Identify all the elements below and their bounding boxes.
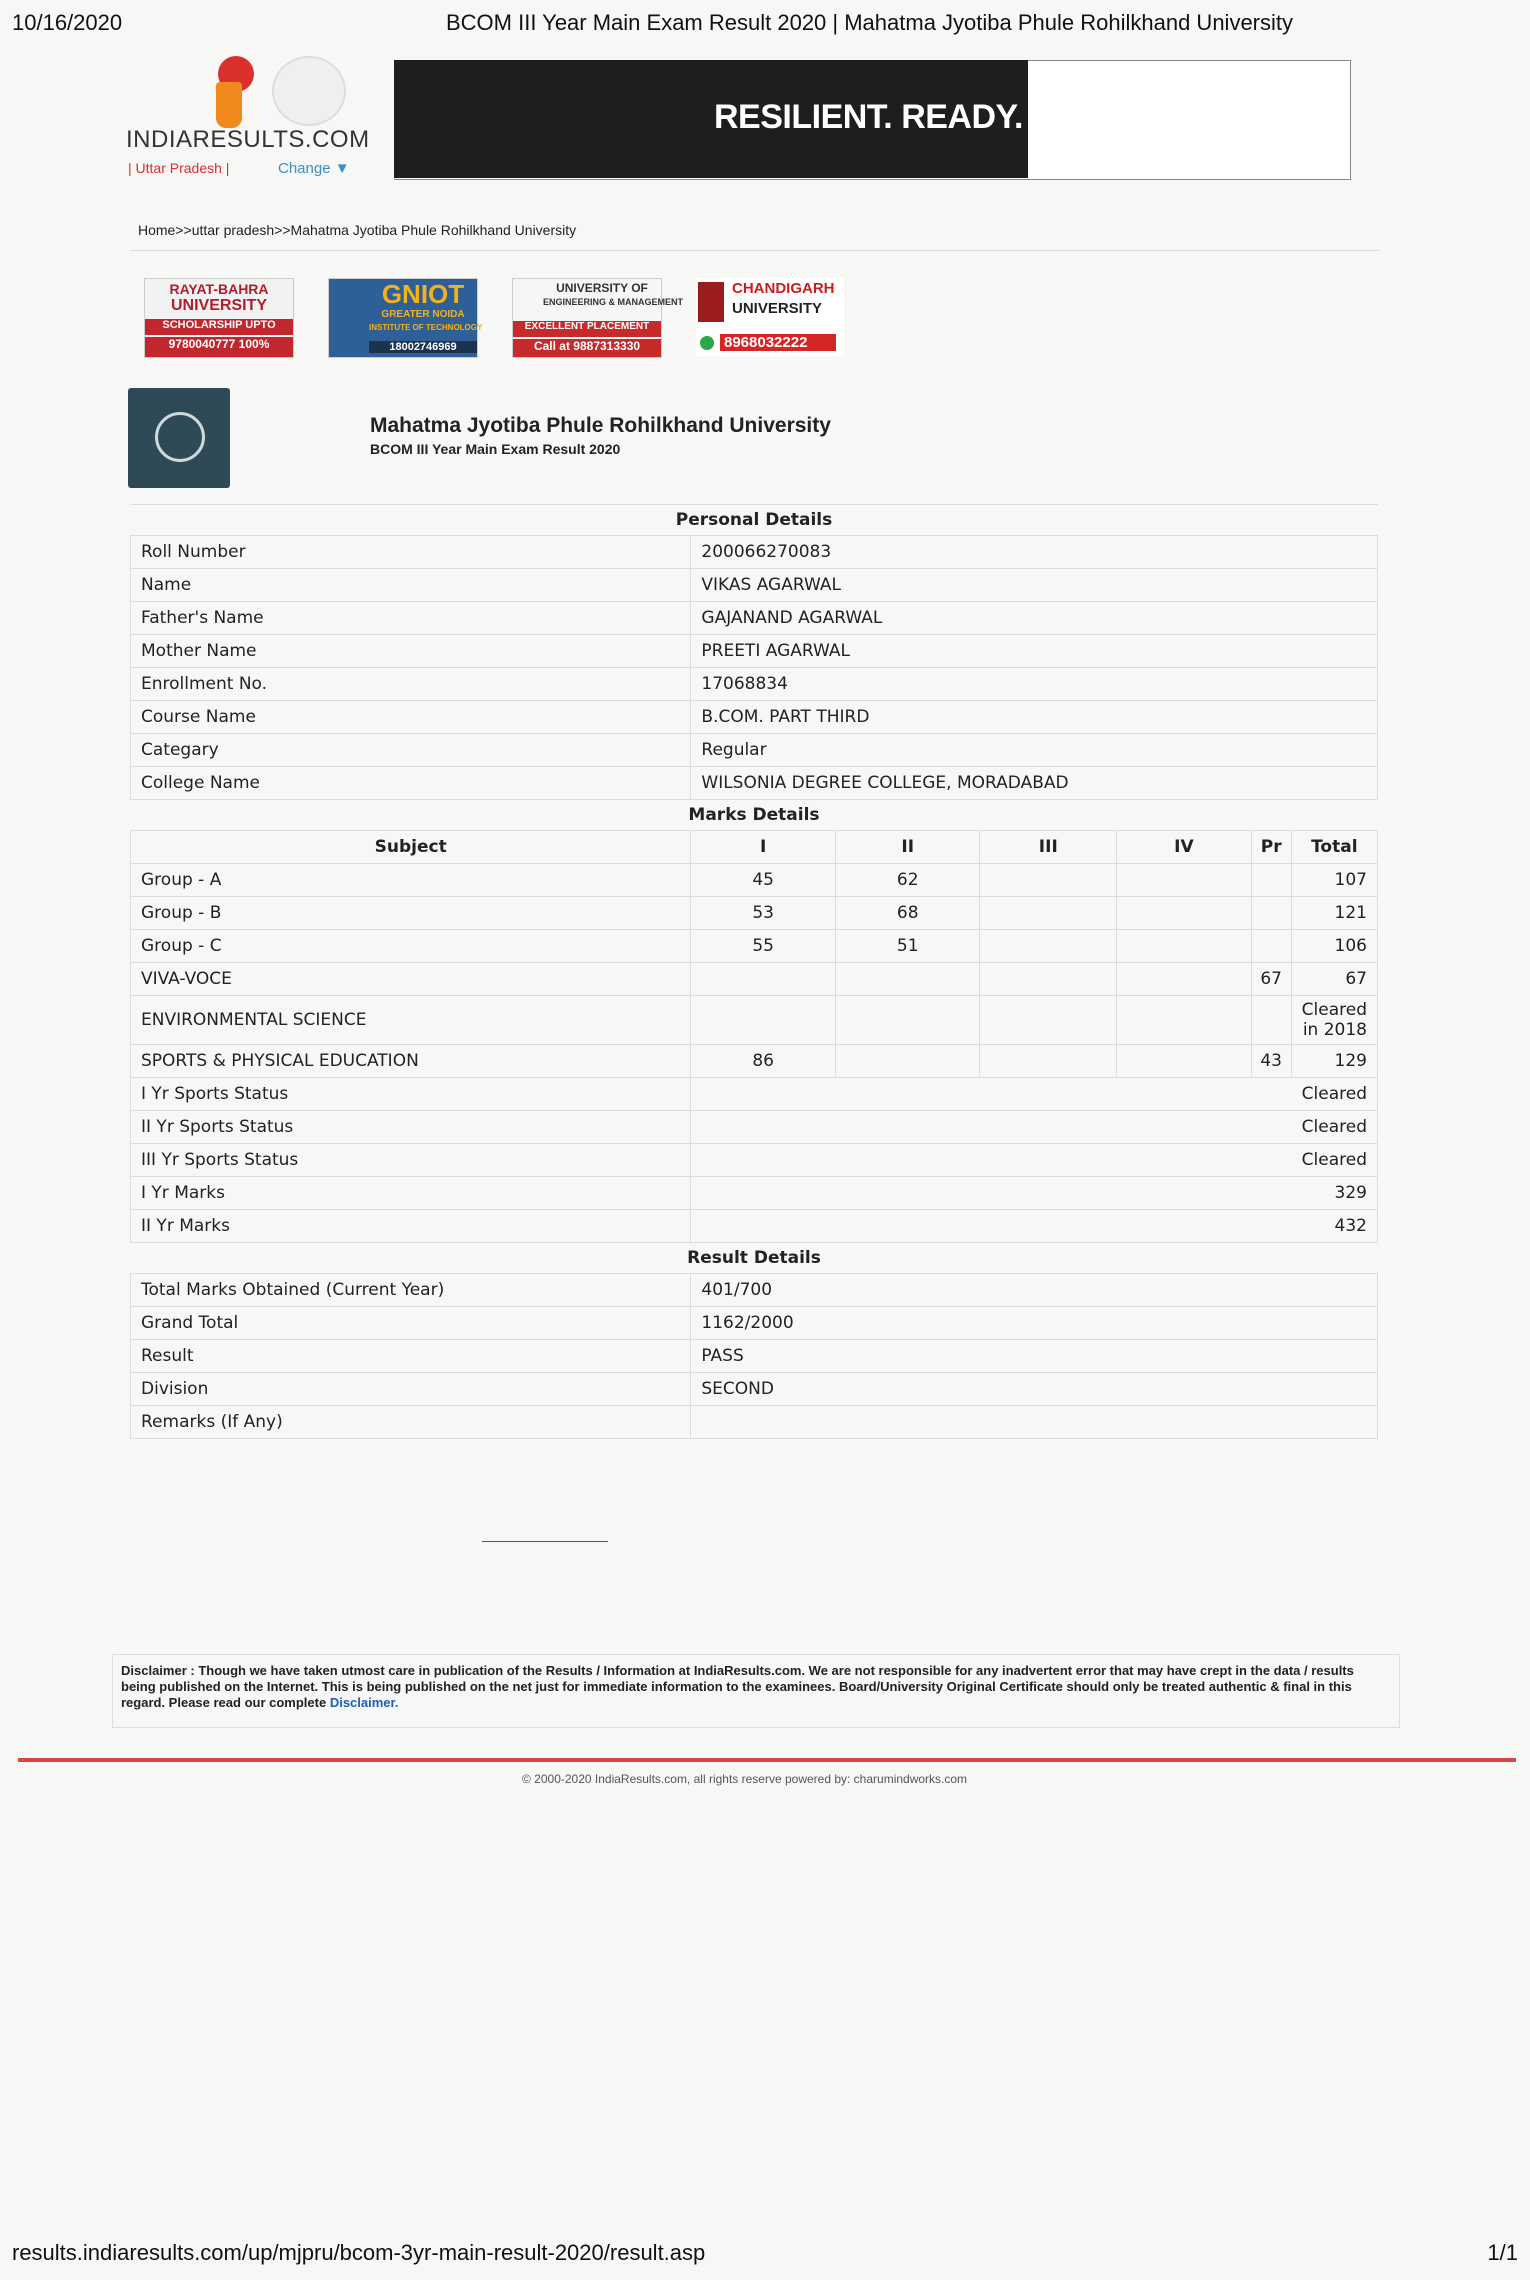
field-label: I Yr Sports Status (131, 1078, 691, 1111)
field-label: Name (131, 569, 691, 602)
field-value: Cleared (691, 1144, 1378, 1177)
field-value: PREETI AGARWAL (691, 635, 1378, 668)
copyright: © 2000-2020 IndiaResults.com, all rights reserve powered by: charumindworks.com (522, 1772, 968, 1786)
mark-cell (835, 1045, 980, 1078)
sponsor-line: GREATER NOIDA (381, 309, 465, 320)
field-label: Enrollment No. (131, 668, 691, 701)
column-header: Subject (131, 831, 691, 864)
sponsor-ad-uem[interactable] (512, 278, 684, 358)
mark-cell (1117, 864, 1252, 897)
field-label: Remarks (If Any) (131, 1406, 691, 1439)
field-label: Categary (131, 734, 691, 767)
print-url: results.indiaresults.com/up/mjpru/bcom-3yr-main-result-2020/result.asp (12, 2240, 706, 2265)
column-header: III (980, 831, 1117, 864)
field-label: Mother Name (131, 635, 691, 668)
print-title: BCOM III Year Main Exam Result 2020 | Mahatma Jyotiba Phule Rohilkhand University (446, 10, 1293, 35)
mark-cell (980, 897, 1117, 930)
mark-cell (1117, 963, 1252, 996)
table-row (131, 602, 1378, 635)
column-header: II (835, 831, 980, 864)
subject-cell: ENVIRONMENTAL SCIENCE (131, 996, 691, 1045)
table-row (131, 536, 1378, 569)
sponsor-line: Call at 9887313330 (513, 339, 661, 357)
field-label: II Yr Sports Status (131, 1111, 691, 1144)
subject-cell: Group - C (131, 930, 691, 963)
field-value: 329 (691, 1177, 1378, 1210)
field-value: B.COM. PART THIRD (691, 701, 1378, 734)
total-cell: 107 (1291, 864, 1377, 897)
table-row (131, 963, 1378, 996)
mark-cell: 45 (691, 864, 836, 897)
sponsor-line: 9780040777 100% (145, 337, 293, 357)
table-row (131, 897, 1378, 930)
field-value: 432 (691, 1210, 1378, 1243)
university-emblem (128, 388, 230, 488)
field-value: VIKAS AGARWAL (691, 569, 1378, 602)
mark-cell: 67 (1251, 963, 1291, 996)
column-header: Total (1291, 831, 1377, 864)
disclaimer (112, 1654, 1400, 1728)
total-cell: Cleared in 2018 (1291, 996, 1377, 1045)
mark-cell: 43 (1251, 1045, 1291, 1078)
indiaresults-logo[interactable] (126, 52, 370, 182)
sponsor-line: 8968032222 (720, 334, 836, 351)
field-label: College Name (131, 767, 691, 800)
whatsapp-icon (700, 336, 714, 350)
mark-cell (1251, 864, 1291, 897)
mark-cell (1251, 996, 1291, 1045)
print-date: 10/16/2020 (12, 10, 123, 35)
mark-cell (691, 963, 836, 996)
field-value: 200066270083 (691, 536, 1378, 569)
state-label: | Uttar Pradesh | (128, 160, 230, 176)
column-header: IV (1117, 831, 1252, 864)
brand-name: INDIARESULTS.COM (126, 126, 370, 153)
table-row (131, 635, 1378, 668)
logo-pin-body (216, 82, 242, 128)
table-row (131, 1373, 1378, 1406)
field-value: Cleared (691, 1078, 1378, 1111)
table-row (131, 734, 1378, 767)
disclaimer-text: Disclaimer : Though we have taken utmost care in publication of the Results / Information at IndiaResults.com. We are not responsible for any inadvertent error that may have crept in the data / results being published on the Internet. This is being published on the net just for immediate information to the examinees. Board/University Original Certificate should only be treated authentic & final in this regard. Please read our complete (121, 1663, 1354, 1710)
mark-cell (980, 996, 1117, 1045)
field-label: Course Name (131, 701, 691, 734)
mark-cell: 86 (691, 1045, 836, 1078)
table-row (131, 1210, 1378, 1243)
university-name: Mahatma Jyotiba Phule Rohilkhand University (370, 414, 831, 437)
table-row (131, 701, 1378, 734)
field-label: II Yr Marks (131, 1210, 691, 1243)
table-row (131, 1144, 1378, 1177)
field-value: PASS (691, 1340, 1378, 1373)
field-label: Result (131, 1340, 691, 1373)
mark-cell (980, 864, 1117, 897)
table-row (131, 767, 1378, 800)
table-row (131, 668, 1378, 701)
mark-cell (980, 1045, 1117, 1078)
table-row (131, 1078, 1378, 1111)
subject-cell: SPORTS & PHYSICAL EDUCATION (131, 1045, 691, 1078)
sponsor-line: ENGINEERING & MANAGEMENT (543, 297, 684, 307)
change-state-link[interactable]: Change ▼ (278, 160, 350, 177)
breadcrumb[interactable]: Home>>uttar pradesh>>Mahatma Jyotiba Phule Rohilkhand University (138, 222, 577, 238)
sponsor-line: 18002746969 (369, 341, 477, 353)
divider (482, 1541, 608, 1542)
marks-details-heading: Marks Details (131, 800, 1378, 831)
mark-cell: 51 (835, 930, 980, 963)
table-row (131, 1274, 1378, 1307)
cu-emblem-icon (698, 282, 724, 322)
field-value: 401/700 (691, 1274, 1378, 1307)
exam-title: BCOM III Year Main Exam Result 2020 (370, 441, 621, 457)
total-cell: 67 (1291, 963, 1377, 996)
sponsor-ad-chandigarh[interactable] (696, 278, 844, 356)
up-map-icon (272, 56, 346, 126)
total-cell: 129 (1291, 1045, 1377, 1078)
field-value: Cleared (691, 1111, 1378, 1144)
mark-cell (980, 963, 1117, 996)
field-value: SECOND (691, 1373, 1378, 1406)
sponsor-line: CHANDIGARH (732, 280, 835, 297)
field-value (691, 1406, 1378, 1439)
table-row (131, 1177, 1378, 1210)
banner-ad-text: RESILIENT. READY. (714, 98, 1023, 136)
print-page-number: 1/1 (1487, 2240, 1518, 2265)
sponsor-ad-rayat-bahra[interactable] (144, 278, 294, 358)
subject-cell: Group - A (131, 864, 691, 897)
table-row (131, 1111, 1378, 1144)
field-value: 17068834 (691, 668, 1378, 701)
mark-cell (835, 963, 980, 996)
field-label: Division (131, 1373, 691, 1406)
table-row (131, 930, 1378, 963)
mark-cell: 53 (691, 897, 836, 930)
footer-divider (18, 1758, 1516, 1762)
field-label: Total Marks Obtained (Current Year) (131, 1274, 691, 1307)
field-value: GAJANAND AGARWAL (691, 602, 1378, 635)
print-footer (12, 2236, 1518, 2266)
sponsor-line: INSTITUTE OF TECHNOLOGY (369, 323, 483, 332)
field-value: 1162/2000 (691, 1307, 1378, 1340)
table-row (131, 864, 1378, 897)
subject-cell: Group - B (131, 897, 691, 930)
marks-header-row (131, 831, 1378, 864)
sponsor-line: GNIOT (381, 279, 465, 309)
mark-cell (980, 930, 1117, 963)
mark-cell (1251, 930, 1291, 963)
sponsor-line: RAYAT-BAHRA (169, 281, 269, 297)
mark-cell (835, 996, 980, 1045)
mark-cell (1251, 897, 1291, 930)
mark-cell: 55 (691, 930, 836, 963)
result-table (130, 504, 1378, 1439)
mark-cell (691, 996, 836, 1045)
field-label: Grand Total (131, 1307, 691, 1340)
mark-cell (1117, 897, 1252, 930)
divider (130, 250, 1380, 251)
field-label: I Yr Marks (131, 1177, 691, 1210)
disclaimer-link[interactable]: Disclaimer. (329, 1695, 399, 1710)
sponsor-line: UNIVERSITY (170, 297, 267, 314)
table-row (131, 1406, 1378, 1439)
column-header: I (691, 831, 836, 864)
total-cell: 121 (1291, 897, 1377, 930)
total-cell: 106 (1291, 930, 1377, 963)
mark-cell: 62 (835, 864, 980, 897)
table-row (131, 1307, 1378, 1340)
sponsor-line: SCHOLARSHIP UPTO (145, 319, 293, 335)
sponsor-line: UNIVERSITY (732, 300, 823, 317)
sponsor-line: UNIVERSITY OF (556, 281, 648, 295)
sponsor-ad-gniot[interactable] (328, 278, 483, 358)
field-value: WILSONIA DEGREE COLLEGE, MORADABAD (691, 767, 1378, 800)
result-details-heading: Result Details (131, 1243, 1378, 1274)
table-row (131, 1045, 1378, 1078)
field-value: Regular (691, 734, 1378, 767)
field-label: III Yr Sports Status (131, 1144, 691, 1177)
table-row (131, 1340, 1378, 1373)
personal-details-heading: Personal Details (131, 505, 1378, 536)
table-row (131, 569, 1378, 602)
mark-cell (1117, 930, 1252, 963)
print-header (12, 10, 1518, 40)
field-label: Father's Name (131, 602, 691, 635)
mark-cell: 68 (835, 897, 980, 930)
sponsor-line: EXCELLENT PLACEMENT (513, 321, 661, 337)
subject-cell: VIVA-VOCE (131, 963, 691, 996)
mark-cell (1117, 1045, 1252, 1078)
mark-cell (1117, 996, 1252, 1045)
table-row (131, 996, 1378, 1045)
column-header: Pr (1251, 831, 1291, 864)
field-label: Roll Number (131, 536, 691, 569)
